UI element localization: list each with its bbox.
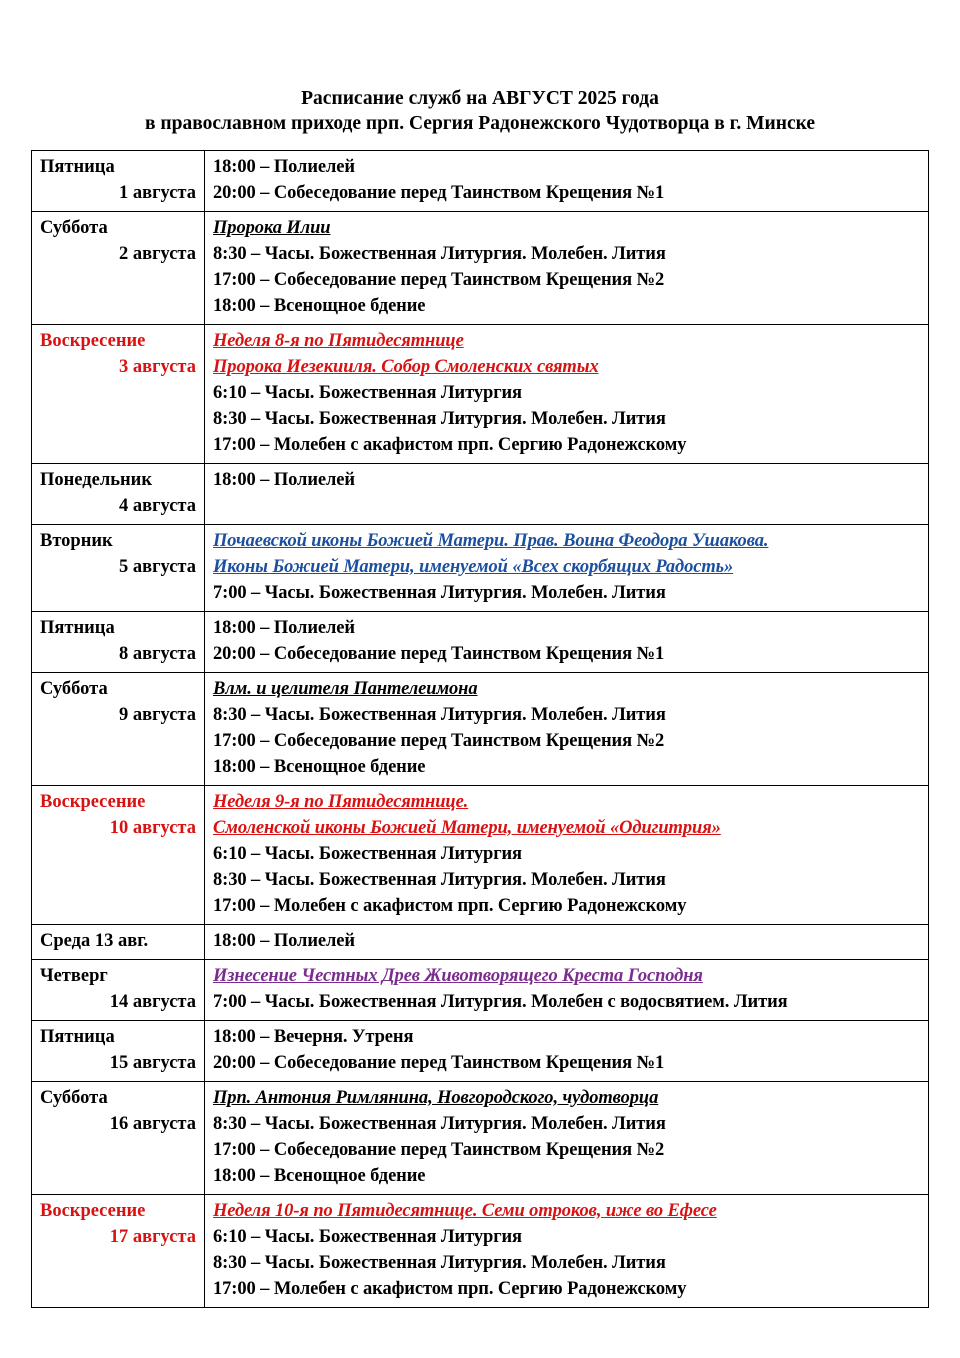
day-date: 2 августа — [119, 244, 196, 264]
event-line: 18:00 – Всенощное бдение — [213, 1166, 426, 1186]
event-line: 17:00 – Собеседование перед Таинством Крещения №2 — [213, 270, 665, 290]
event-line: 17:00 – Молебен с акафистом прп. Сергию Радонежскому — [213, 896, 687, 916]
event-line: 8:30 – Часы. Божественная Литургия. Молебен. Лития — [213, 1253, 666, 1273]
event-line: 8:30 – Часы. Божественная Литургия. Молебен. Лития — [213, 1114, 666, 1134]
event-heading: Неделя 9-я по Пятидесятнице. — [213, 792, 469, 812]
schedule-row — [32, 612, 929, 673]
event-heading: Почаевской иконы Божией Матери. Прав. Воина Феодора Ушакова. — [213, 531, 769, 551]
event-line: 8:30 – Часы. Божественная Литургия. Молебен. Лития — [213, 409, 666, 429]
day-cell — [32, 612, 205, 673]
day-cell — [32, 1082, 205, 1195]
day-cell — [32, 1021, 205, 1082]
day-of-week: Суббота — [40, 218, 108, 238]
day-of-week: Воскресение — [40, 331, 146, 351]
schedule-table-body — [32, 151, 929, 1308]
page-title-line-1: Расписание служб на АВГУСТ 2025 года — [301, 88, 659, 109]
day-cell — [32, 925, 205, 960]
event-line: 18:00 – Полиелей — [213, 931, 355, 951]
event-line: 8:30 – Часы. Божественная Литургия. Молебен. Лития — [213, 870, 666, 890]
event-heading: Влм. и целителя Пантелеимона — [213, 679, 478, 699]
events-cell — [205, 960, 929, 1021]
events-cell — [205, 151, 929, 212]
events-cell — [205, 925, 929, 960]
day-cell — [32, 325, 205, 464]
day-date: 5 августа — [119, 557, 196, 577]
events-cell — [205, 612, 929, 673]
day-date: 1 августа — [119, 183, 196, 203]
day-of-week: Понедельник — [40, 470, 152, 490]
schedule-row — [32, 925, 929, 960]
day-cell — [32, 1195, 205, 1308]
event-line: 18:00 – Полиелей — [213, 618, 355, 638]
day-of-week: Пятница — [40, 618, 115, 638]
day-cell — [32, 673, 205, 786]
events-cell — [205, 1082, 929, 1195]
day-of-week: Вторник — [40, 531, 113, 551]
event-line: 17:00 – Молебен с акафистом прп. Сергию Радонежскому — [213, 435, 687, 455]
schedule-row — [32, 525, 929, 612]
events-cell — [205, 325, 929, 464]
schedule-row — [32, 212, 929, 325]
day-cell — [32, 786, 205, 925]
events-cell — [205, 1021, 929, 1082]
event-line: 18:00 – Всенощное бдение — [213, 757, 426, 777]
event-line: 7:00 – Часы. Божественная Литургия. Молебен. Лития — [213, 583, 666, 603]
day-of-week: Воскресение — [40, 792, 146, 812]
schedule-row — [32, 325, 929, 464]
day-of-week: Пятница — [40, 1027, 115, 1047]
schedule-row — [32, 1082, 929, 1195]
day-date: 8 августа — [119, 644, 196, 664]
events-cell — [205, 212, 929, 325]
event-heading: Иконы Божией Матери, именуемой «Всех скорбящих Радость» — [213, 557, 734, 577]
day-date: 3 августа — [119, 357, 196, 377]
event-line: 18:00 – Полиелей — [213, 157, 355, 177]
day-cell — [32, 151, 205, 212]
day-date: 17 августа — [109, 1227, 196, 1247]
day-cell — [32, 212, 205, 325]
event-heading: Смоленской иконы Божией Матери, именуемой «Одигитрия» — [213, 818, 721, 838]
event-line: 17:00 – Собеседование перед Таинством Крещения №2 — [213, 731, 665, 751]
event-heading: Изнесение Честных Древ Животворящего Креста Господня — [213, 966, 703, 986]
event-heading: Пророка Иезекииля. Собор Смоленских святых — [213, 357, 599, 377]
schedule-row — [32, 1195, 929, 1308]
day-date: 14 августа — [109, 992, 196, 1012]
schedule-row — [32, 1021, 929, 1082]
day-date: 15 августа — [109, 1053, 196, 1073]
day-date: 9 августа — [119, 705, 196, 725]
event-line: 6:10 – Часы. Божественная Литургия — [213, 844, 522, 864]
event-heading: Пророка Илии — [213, 218, 331, 238]
day-of-week: Пятница — [40, 157, 115, 177]
page-title-line-2: в православном приходе прп. Сергия Радонежского Чудотворца в г. Минске — [144, 113, 816, 134]
event-line: 20:00 – Собеседование перед Таинством Крещения №1 — [213, 183, 665, 203]
events-cell — [205, 464, 929, 525]
day-date: 10 августа — [109, 818, 196, 838]
schedule-table — [31, 150, 929, 1308]
day-of-week: Суббота — [40, 1088, 108, 1108]
event-line: 18:00 – Вечерня. Утреня — [213, 1027, 414, 1047]
event-line: 18:00 – Полиелей — [213, 470, 355, 490]
event-line: 17:00 – Собеседование перед Таинством Крещения №2 — [213, 1140, 665, 1160]
event-line: 6:10 – Часы. Божественная Литургия — [213, 1227, 522, 1247]
event-heading: Прп. Антония Римлянина, Новгородского, чудотворца — [213, 1088, 659, 1108]
day-of-week: Воскресение — [40, 1201, 146, 1221]
day-cell — [32, 525, 205, 612]
events-cell — [205, 673, 929, 786]
event-line: 20:00 – Собеседование перед Таинством Крещения №1 — [213, 644, 665, 664]
day-of-week: Среда 13 авг. — [40, 931, 149, 951]
day-cell — [32, 960, 205, 1021]
event-line: 17:00 – Молебен с акафистом прп. Сергию Радонежскому — [213, 1279, 687, 1299]
page-title — [30, 86, 930, 136]
event-line: 7:00 – Часы. Божественная Литургия. Молебен с водосвятием. Лития — [213, 992, 788, 1012]
schedule-row — [32, 464, 929, 525]
day-cell — [32, 464, 205, 525]
schedule-row — [32, 786, 929, 925]
events-cell — [205, 1195, 929, 1308]
day-of-week: Суббота — [40, 679, 108, 699]
event-line: 18:00 – Всенощное бдение — [213, 296, 426, 316]
schedule-row — [32, 960, 929, 1021]
day-date: 16 августа — [109, 1114, 196, 1134]
event-line: 20:00 – Собеседование перед Таинством Крещения №1 — [213, 1053, 665, 1073]
events-cell — [205, 525, 929, 612]
day-of-week: Четверг — [40, 966, 108, 986]
events-cell — [205, 786, 929, 925]
event-line: 8:30 – Часы. Божественная Литургия. Молебен. Лития — [213, 705, 666, 725]
event-line: 6:10 – Часы. Божественная Литургия — [213, 383, 522, 403]
event-line: 8:30 – Часы. Божественная Литургия. Молебен. Лития — [213, 244, 666, 264]
event-heading: Неделя 10-я по Пятидесятнице. Семи отроков, иже во Ефесе — [213, 1201, 717, 1221]
day-date: 4 августа — [119, 496, 196, 516]
event-heading: Неделя 8-я по Пятидесятнице — [213, 331, 464, 351]
schedule-row — [32, 673, 929, 786]
schedule-row — [32, 151, 929, 212]
